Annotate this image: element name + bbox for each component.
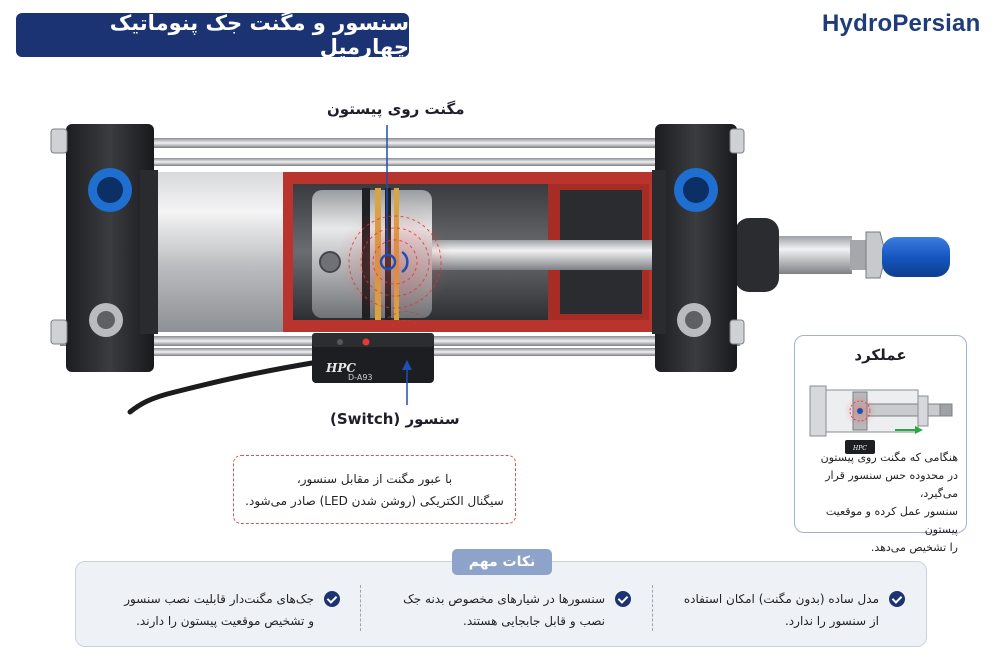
note-item-2 bbox=[376, 588, 631, 632]
note-1-line1: مدل ساده (بدون مگنت) امکان استفاده bbox=[683, 592, 879, 606]
air-port-left-top bbox=[88, 168, 132, 212]
check-circle-icon bbox=[615, 591, 631, 607]
page-title: سنسور و مگنت جک پنوماتیک چهارمیل bbox=[16, 13, 409, 57]
operation-card bbox=[794, 335, 967, 554]
sensor-screw bbox=[337, 339, 343, 345]
signal-description bbox=[233, 455, 516, 524]
sensor-cable bbox=[130, 362, 318, 412]
note-2-line2: نصب و قابل جابجایی هستند. bbox=[463, 614, 605, 628]
end-cap-left-rim bbox=[140, 170, 158, 334]
sensor-label: سنسور (Switch) bbox=[330, 410, 460, 428]
operation-text bbox=[803, 449, 958, 557]
note-3-line1: جک‌های مگنت‌دار قابلیت نصب سنسور bbox=[124, 592, 314, 606]
tie-rod-top-2 bbox=[150, 158, 660, 166]
note-3-line2: و تشخیص موقعیت پیستون را دارند. bbox=[136, 614, 314, 628]
notes-divider-1 bbox=[652, 585, 653, 631]
check-circle-icon bbox=[889, 591, 905, 607]
port-left-bottom bbox=[89, 303, 123, 337]
signal-description-line2: سیگنال الکتریکی (روشن شدن LED) صادر می‌شود. bbox=[245, 493, 504, 508]
sensor-brand: HPC bbox=[326, 361, 356, 375]
rod-cap bbox=[882, 237, 950, 277]
sensor-led bbox=[363, 339, 370, 346]
sensor-top bbox=[312, 333, 434, 347]
operation-line-4: را تشخیص می‌دهد. bbox=[870, 541, 958, 554]
operation-line-2: در محدوده حس سنسور قرار می‌گیرد، bbox=[825, 469, 958, 500]
port-right-bottom bbox=[677, 303, 711, 337]
check-circle-icon bbox=[324, 591, 340, 607]
mini-sensor-brand: HPC bbox=[853, 445, 867, 452]
important-notes-tag: نکات مهم bbox=[452, 549, 552, 575]
rod-gland bbox=[735, 218, 779, 292]
notes-divider-2 bbox=[360, 585, 361, 631]
arrow-right-icon bbox=[915, 426, 923, 434]
note-item-3 bbox=[85, 588, 340, 632]
sensor-model: D-A93 bbox=[348, 373, 373, 382]
tie-rod-top bbox=[60, 138, 740, 148]
note-2-line1: سنسورها در شیارهای مخصوص بدنه جک bbox=[403, 592, 605, 606]
end-cap-right-rim bbox=[652, 170, 666, 334]
note-1-line2: از سنسور را ندارد. bbox=[784, 614, 879, 628]
brand-logo: HydroPersian bbox=[822, 10, 981, 37]
operation-line-3: سنسور عمل کرده و موقعیت پیستون bbox=[825, 505, 958, 536]
signal-description-line1: با عبور مگنت از مقابل سنسور، bbox=[296, 471, 453, 486]
operation-title: عملکرد bbox=[854, 346, 907, 364]
note-item-1 bbox=[650, 588, 905, 632]
air-port-right-top bbox=[674, 168, 718, 212]
magnet-label: مگنت روی پیستون bbox=[327, 100, 465, 118]
operation-line-1: هنگامی که مگنت روی پیستون bbox=[820, 451, 958, 464]
